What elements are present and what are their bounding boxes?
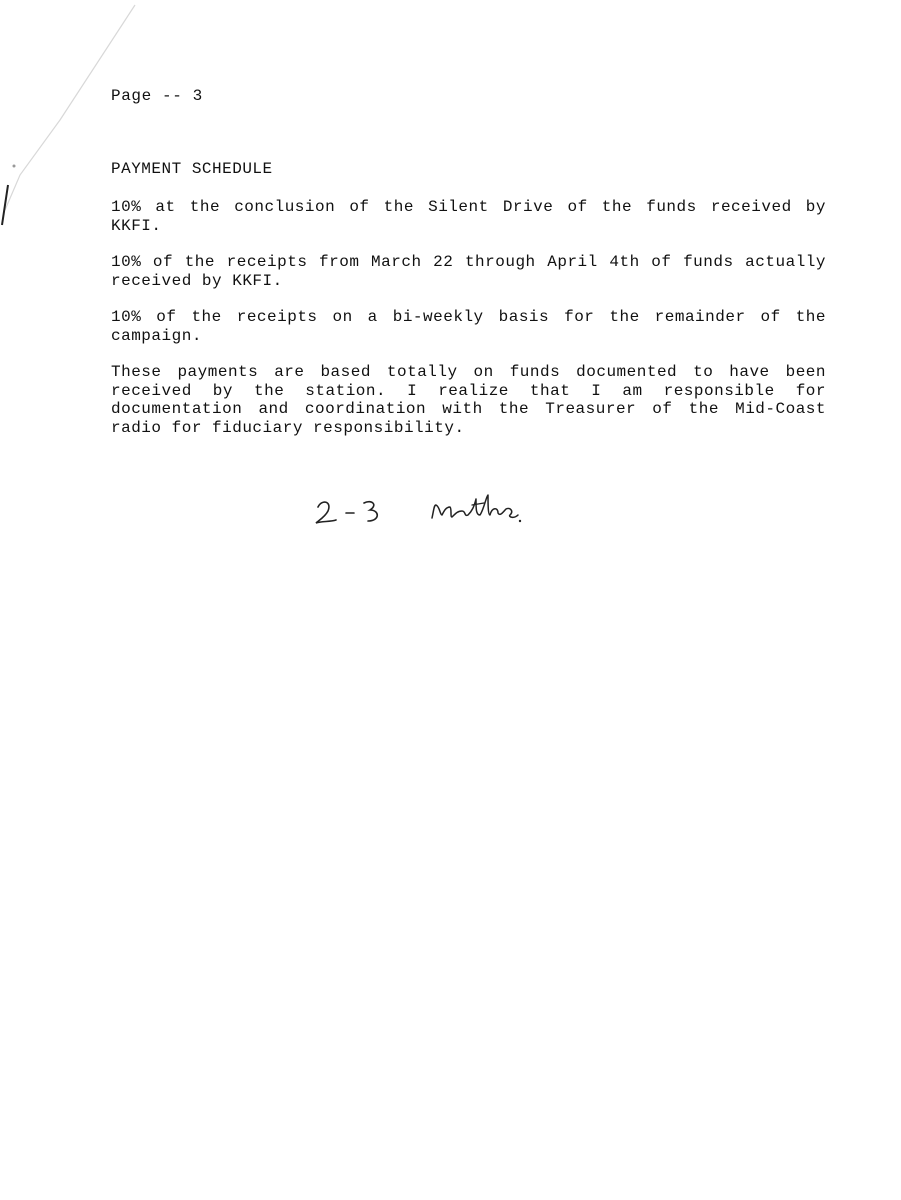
section-heading: PAYMENT SCHEDULE: [111, 160, 273, 178]
paragraph-4: These payments are based totally on funds documented to have been received by the station. I realize that I am responsible for documentation and coordination with the Treasurer of the Mid-Coast radio for fiduciary responsibility.: [111, 363, 826, 437]
page-number: Page -- 3: [111, 87, 203, 105]
paragraph-1: 10% at the conclusion of the Silent Drive of the funds received by KKFI.: [111, 198, 826, 235]
handwritten-note: [300, 485, 560, 535]
paragraph-2: 10% of the receipts from March 22 through April 4th of funds actually received by KKFI.: [111, 253, 826, 290]
paragraph-3: 10% of the receipts on a bi-weekly basis for the remainder of the campaign.: [111, 308, 826, 345]
